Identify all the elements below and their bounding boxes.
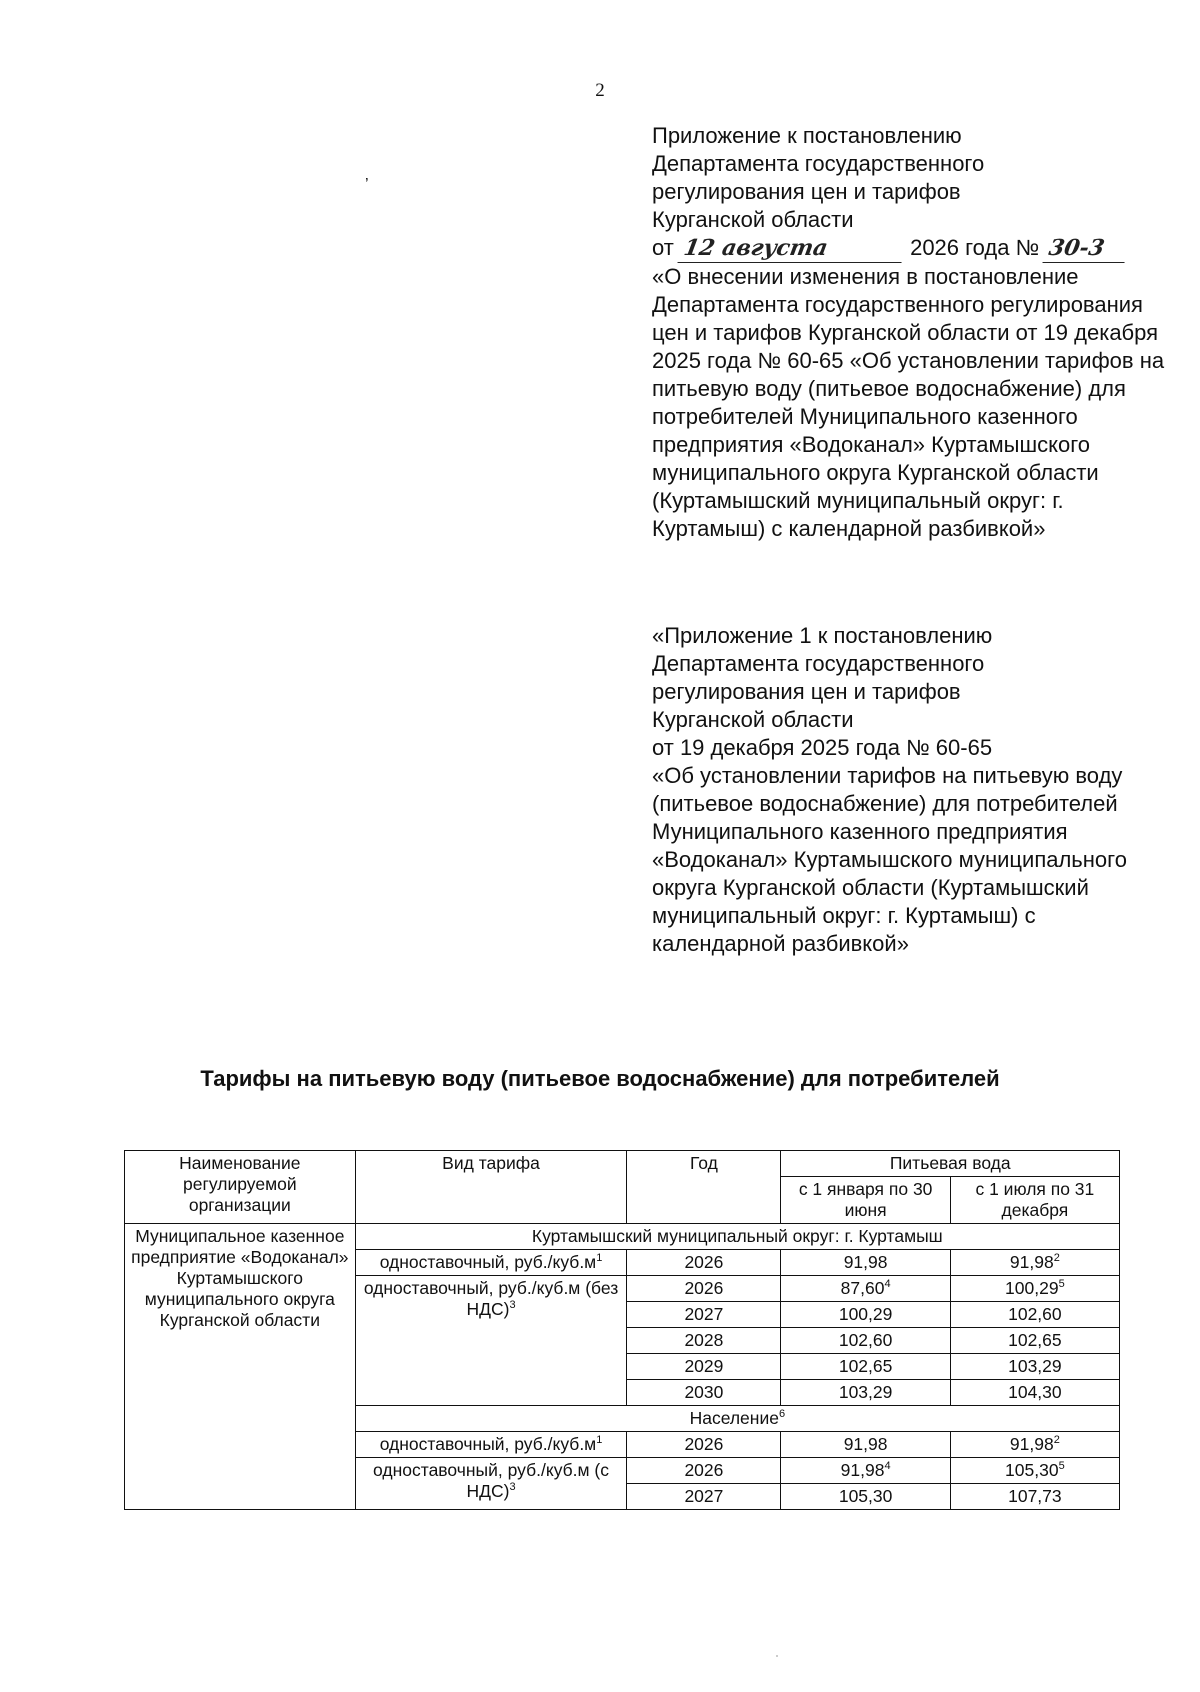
tariff-kind-cell: одноставочный, руб./куб.м (без НДС)$^3$ <box>355 1276 627 1406</box>
annex-line: Департамента государственного <box>652 151 985 176</box>
year-cell: 2027 <box>627 1484 781 1510</box>
year-cell: 2028 <box>627 1328 781 1354</box>
annex1-line: Курганской области <box>652 707 854 732</box>
half2-cell: 104,30 <box>950 1380 1119 1406</box>
handwritten-number: 30-3 <box>1043 234 1130 263</box>
half2-cell: 107,73 <box>950 1484 1119 1510</box>
annex1-line: от 19 декабря 2025 года № 60-65 <box>652 735 993 760</box>
half1-cell: 87,60$^4$ <box>781 1276 950 1302</box>
annex-line: Приложение к постановлению <box>652 123 962 148</box>
annex1-subject: «Об установлении тарифов на питьевую воду (питьевое водоснабжение) для потребителей Муниципального казенного предприятия «Водоканал» Куртамышского муниципального округа Курганской области (Куртамышский муниципальный округ: г. Куртамыш) с календарной разбивкой» <box>652 763 1127 956</box>
stray-mark: ’ <box>365 176 369 193</box>
half1-cell: 100,29 <box>781 1302 950 1328</box>
half2-cell: 100,29$^5$ <box>950 1276 1119 1302</box>
date-middle: 2026 года № <box>910 235 1040 260</box>
half2-cell: 91,98$^2$ <box>950 1432 1119 1458</box>
half2-cell: 105,30$^5$ <box>950 1458 1119 1484</box>
half2-cell: 102,60 <box>950 1302 1119 1328</box>
year-cell: 2027 <box>627 1302 781 1328</box>
year-cell: 2030 <box>627 1380 781 1406</box>
section-row <box>125 1224 1120 1250</box>
year-cell: 2026 <box>627 1432 781 1458</box>
org-name-cell: Муниципальное казенное предприятие «Водоканал» Куртамышского муниципального округа Курганской области <box>125 1224 356 1510</box>
header-kind: Вид тарифа <box>355 1151 627 1224</box>
half2-cell: 91,98$^2$ <box>950 1250 1119 1276</box>
tariff-kind-cell: одноставочный, $руб./куб.м^1$ <box>355 1250 627 1276</box>
annex-subject: «О внесении изменения в постановление Департамента государственного регулирования цен и тарифов Курганской области от 19 декабря 2025 года № 60-65 «Об установлении тарифов на питьевую воду (питьевое водоснабжение) для потребителей Муниципального казенного предприятия «Водоканал» Куртамышского муниципального округа Курганской области (Куртамышский муниципальный округ: г. Куртамыш) с календарной разбивкой» <box>652 264 1165 541</box>
header-water: Питьевая вода <box>781 1151 1120 1177</box>
half2-cell: 102,65 <box>950 1328 1119 1354</box>
annex-date-line <box>652 234 1172 263</box>
half2-cell: 103,29 <box>950 1354 1119 1380</box>
year-cell: 2026 <box>627 1276 781 1302</box>
section-title: Население$^6$ <box>355 1406 1119 1432</box>
tariff-kind-cell: одноставочный, руб./куб.м (с НДС)$^3$ <box>355 1458 627 1510</box>
tariff-kind-cell: одноставочный, $руб./куб.м^1$ <box>355 1432 627 1458</box>
annex-line: Курганской области <box>652 207 854 232</box>
half1-cell: 91,98 <box>781 1250 950 1276</box>
year-cell: 2026 <box>627 1458 781 1484</box>
header-row <box>125 1151 1120 1177</box>
handwritten-date: 12 августа <box>677 234 906 263</box>
half1-cell: 102,60 <box>781 1328 950 1354</box>
header-year: Год <box>627 1151 781 1224</box>
faint-mark <box>776 1655 778 1657</box>
annex1-header <box>652 622 1172 958</box>
year-cell: 2029 <box>627 1354 781 1380</box>
half1-cell: 102,65 <box>781 1354 950 1380</box>
annex1-line: Департамента государственного <box>652 651 985 676</box>
date-prefix: от <box>652 235 674 260</box>
header-org: Наименование регулируемой организации <box>125 1151 356 1224</box>
half1-cell: 103,29 <box>781 1380 950 1406</box>
half1-cell: 91,98$^4$ <box>781 1458 950 1484</box>
header-half1: с 1 января по 30 июня <box>781 1177 950 1224</box>
annex1-line: регулирования цен и тарифов <box>652 679 961 704</box>
half1-cell: 91,98 <box>781 1432 950 1458</box>
document-title: Тарифы на питьевую воду (питьевое водоснабжение) для потребителей <box>200 1066 1000 1091</box>
header-half2: с 1 июля по 31 декабря <box>950 1177 1119 1224</box>
annex-line: регулирования цен и тарифов <box>652 179 961 204</box>
annex-header <box>652 122 1172 543</box>
annex1-line: «Приложение 1 к постановлению <box>652 623 993 648</box>
page-number: 2 <box>595 80 605 101</box>
section-title: Куртамышский муниципальный округ: г. Куртамыш <box>355 1224 1119 1250</box>
tariffs-table <box>124 1150 1120 1510</box>
half1-cell: 105,30 <box>781 1484 950 1510</box>
year-cell: 2026 <box>627 1250 781 1276</box>
